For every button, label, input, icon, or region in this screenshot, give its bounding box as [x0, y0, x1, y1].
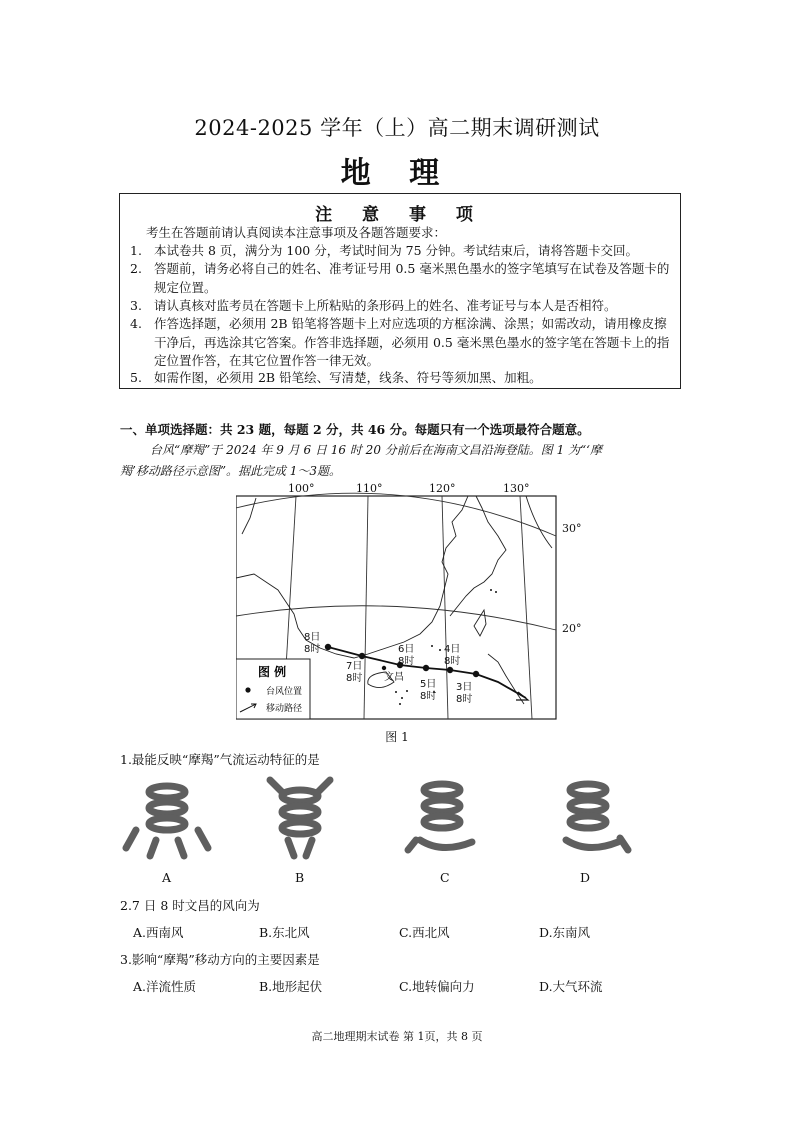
subject-title: 地 理 [340, 156, 454, 191]
question-1-option[interactable]: D [580, 870, 591, 885]
notice-title: 注 意 事 项 [315, 205, 485, 225]
airflow-diagrams [120, 770, 640, 866]
notice-item: 1. 本试卷共 8 页，满分为 100 分，考试时间为 75 分钟。考试结束后，请将答题卡交回。 [130, 243, 639, 258]
typhoon-position-marker [447, 667, 453, 673]
lon-label: 100° [288, 482, 315, 495]
point-time: 8时 [304, 644, 321, 655]
question-1-option[interactable]: A [162, 870, 172, 885]
point-time: 8时 [346, 673, 363, 684]
legend-title: 图 例 [258, 665, 287, 679]
legend-position-label: 台风位置 [266, 687, 303, 697]
notice-item: 5. 如需作图，必须用 2B 铅笔绘、写清楚，线条、符号等须加黑、加粗。 [130, 370, 542, 385]
notice-box [119, 193, 681, 389]
point-time: 8时 [398, 656, 415, 667]
point-day: 6日 [398, 644, 415, 655]
figure-caption: 图 1 [385, 730, 409, 744]
typhoon-path-map [236, 478, 596, 728]
passage-line-2: 羯’移动路径示意图”。据此完成 1～3题。 [120, 464, 342, 478]
option-b-spiral-icon [270, 780, 330, 856]
typhoon-position-marker [325, 644, 331, 650]
point-time: 8时 [456, 694, 473, 705]
section-heading: 一、单项选择题：共 23 题，每题 2 分，共 46 分。每题只有一个选项最符合题意。 [120, 422, 590, 437]
option-a-spiral-icon [126, 786, 208, 856]
option-d-spiral-icon [566, 784, 628, 850]
question-1-option[interactable]: C [440, 870, 450, 885]
typhoon-position-marker [423, 665, 429, 671]
lon-label: 110° [356, 482, 383, 495]
point-time: 8时 [444, 656, 461, 667]
question-2-option[interactable]: C.西北风 [399, 925, 450, 940]
typhoon-position-marker [359, 653, 365, 659]
city-label: 文昌 [384, 672, 404, 683]
question-3-option[interactable]: C.地转偏向力 [399, 979, 475, 994]
question-2-stem: 2.7 日 8 时文昌的风向为 [120, 898, 260, 913]
question-1-stem: 1.最能反映“摩羯”气流运动特征的是 [120, 752, 320, 767]
question-3-option[interactable]: B.地形起伏 [259, 979, 323, 994]
question-3-stem: 3.影响“摩羯”移动方向的主要因素是 [120, 952, 320, 967]
page-footer: 高二地理期末试卷 第 1页，共 8 页 [311, 1030, 483, 1043]
point-day: 5日 [420, 679, 437, 690]
lon-label: 120° [429, 482, 456, 495]
lat-label: 30° [562, 522, 582, 535]
notice-item: 2. 答题前，请务必将自己的姓名、准考证号用 0.5 毫米黑色墨水的签字笔填写在试卷及答题卡的规定位置。 [130, 261, 670, 295]
point-day: 8日 [304, 632, 321, 643]
point-day: 3日 [456, 682, 473, 693]
question-1-option[interactable]: B [295, 870, 305, 885]
question-2-option[interactable]: B.东北风 [259, 925, 310, 940]
wenchang-marker [382, 666, 386, 670]
option-c-spiral-icon [408, 784, 472, 850]
exam-title: 2024-2025 学年（上）高二期末调研测试 [194, 116, 600, 140]
question-2-option[interactable]: D.东南风 [539, 925, 591, 940]
point-day: 4日 [444, 644, 461, 655]
question-3-option[interactable]: A.洋流性质 [133, 979, 197, 994]
map-legend [236, 659, 310, 719]
point-time: 8时 [420, 691, 437, 702]
point-day: 7日 [346, 661, 363, 672]
notice-item: 3. 请认真核对监考员在答题卡上所粘贴的条形码上的姓名、准考证号与本人是否相符。 [130, 298, 617, 313]
notice-intro: 考生在答题前请认真阅读本注意事项及各题答题要求： [146, 225, 447, 240]
legend-path-label: 移动路径 [266, 704, 303, 714]
typhoon-position-marker [473, 671, 479, 677]
lon-label: 130° [503, 482, 530, 495]
notice-item: 4. 作答选择题，必须用 2B 铅笔将答题卡上对应选项的方框涂满、涂黑；如需改动，请用橡皮擦干净后，再选涂其它答案。作答非选择题，必须用 0.5 毫米黑色墨水的签字笔在答题卡上的指定位置作答，在其它位置作答一律无效。 [130, 316, 670, 368]
question-2-option[interactable]: A.西南风 [133, 925, 184, 940]
lat-label: 20° [562, 622, 582, 635]
question-3-option[interactable]: D.大气环流 [539, 979, 603, 994]
passage-line-1: 台风“摩羯”于 2024 年 9 月 6 日 16 时 20 分前后在海南文昌沿海登陆。图 1 为“‘摩 [150, 443, 602, 457]
